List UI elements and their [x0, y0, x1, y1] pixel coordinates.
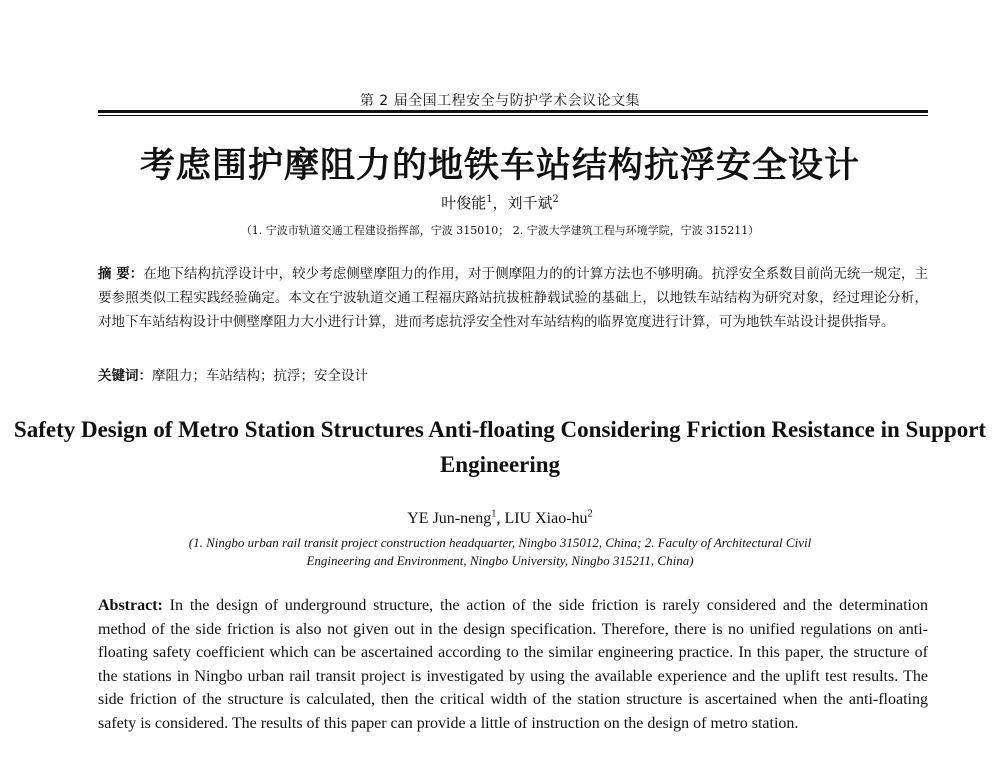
chinese-abstract-text: 在地下结构抗浮设计中，较少考虑侧壁摩阻力的作用，对于侧摩阻力的的计算方法也不够明确。抗浮安全系数目前尚无统一规定，主要参照类似工程实践经验确定。本文在宁波轨道交通工程福庆路站抗拔桩静载试验的基础上，以地铁车站结构为研究对象，经过理论分析，对地下车站结构设计中侧壁摩阻力大小进行计算，进而考虑抗浮安全性对车站结构的临界宽度进行计算，可为地铁车站设计提供指导。: [98, 266, 929, 330]
english-author-1-affil-mark: 1: [491, 508, 497, 520]
running-head: 第 2 届全国工程安全与防护学术会议论文集: [359, 93, 641, 109]
chinese-abstract: [98, 262, 928, 334]
english-affiliation: [0, 534, 1000, 570]
chinese-keywords-text: 摩阻力；车站结构；抗浮；安全设计: [152, 368, 368, 384]
header-rule-thin: [98, 115, 928, 116]
english-affiliation-line-2: Engineering and Environment, Ningbo University, Ningbo 315211, China): [306, 553, 694, 568]
chinese-author-1-affil-mark: 1: [486, 194, 493, 205]
chinese-author-1: 叶俊能: [441, 194, 487, 212]
english-author-separator: ,: [496, 510, 505, 527]
chinese-author-2-affil-mark: 2: [552, 194, 559, 205]
header-rule-thick: [98, 110, 928, 113]
chinese-title: 考虑围护摩阻力的地铁车站结构抗浮安全设计: [139, 146, 860, 186]
english-abstract-label: Abstract:: [98, 597, 163, 614]
english-title: Safety Design of Metro Station Structures Anti-floating Considering Friction Resistance in Support Engineering: [13, 417, 987, 477]
chinese-keywords: [98, 366, 928, 386]
english-affiliation-line-1: (1. Ningbo urban rail transit project construction headquarter, Ningbo 315012, China; 2. Faculty of Architectural Civil: [188, 535, 812, 550]
chinese-authors: [0, 192, 1000, 213]
english-abstract: [98, 594, 928, 735]
chinese-author-separator: ，: [492, 194, 508, 212]
english-author-1: YE Jun-neng: [407, 510, 492, 527]
english-abstract-text: In the design of underground structure, the action of the side friction is rarely considered and the determination method of the side friction is also not given out in the design specification. Therefore, there is no unified regulations on anti-floating safety coefficient which can be ascertained according to the similar engineering practice. In this paper, the structure of the stations in Ningbo urban rail transit project is investigated by using the available experience and the uplift test results. The side friction of the structure is calculated, then the critical width of the station structure is ascertained when the anti-floating safety is considered. The results of this paper can provide a little of instruction on the design of metro station.: [98, 597, 928, 732]
english-author-2: LIU Xiao-hu: [504, 510, 588, 527]
chinese-abstract-label: 摘 要：: [98, 266, 144, 282]
english-authors: [0, 510, 1000, 528]
chinese-affiliation: （1. 宁波市轨道交通工程建设指挥部，宁波 315010； 2. 宁波大学建筑工程与环境学院，宁波 315211）: [240, 224, 760, 237]
chinese-author-2: 刘千斌: [507, 194, 553, 212]
chinese-keywords-label: 关键词：: [98, 368, 152, 384]
english-author-2-affil-mark: 2: [587, 508, 593, 520]
